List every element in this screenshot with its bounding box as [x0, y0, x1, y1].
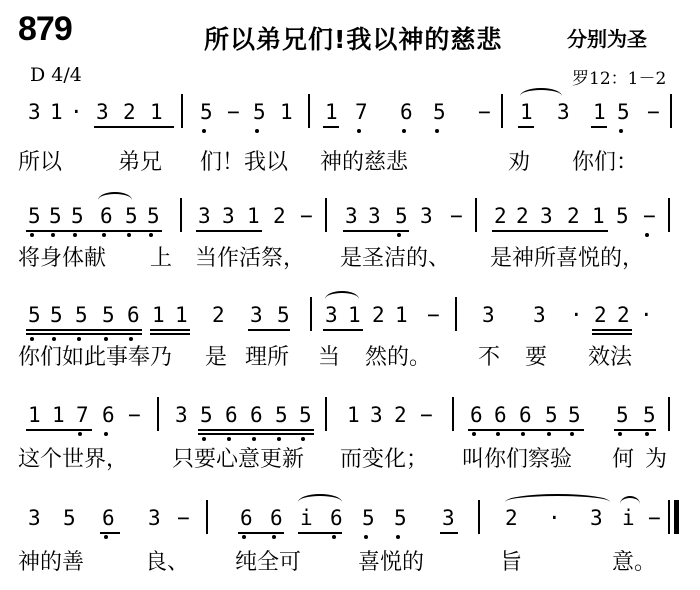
- note: 5: [28, 204, 41, 228]
- note: 5: [63, 506, 76, 530]
- low-octave-dot: [252, 437, 256, 441]
- note: 5: [395, 204, 408, 228]
- low-octave-dot: [102, 233, 106, 237]
- low-octave-dot: [242, 535, 246, 539]
- note: 7: [76, 403, 89, 427]
- note: 1: [247, 204, 260, 228]
- note: 5: [299, 403, 312, 427]
- barline: [668, 500, 670, 534]
- note: 6: [240, 506, 253, 530]
- note: 5: [433, 100, 446, 124]
- lyrics-row: [0, 548, 700, 578]
- hymn-header: [0, 0, 700, 60]
- key-signature: D 4/4: [30, 64, 82, 86]
- note: 5: [49, 204, 62, 228]
- barline: [206, 500, 208, 534]
- low-octave-dot: [301, 437, 305, 441]
- note: 6: [250, 403, 263, 427]
- sixteenth-underline: [198, 433, 314, 435]
- note: i: [300, 506, 313, 530]
- note: 5: [617, 100, 630, 124]
- slur: [505, 494, 610, 510]
- note: 2: [494, 204, 507, 228]
- note: 5: [275, 403, 288, 427]
- note: 3: [148, 506, 161, 530]
- note: 2: [123, 100, 136, 124]
- lyrics-row: [0, 244, 700, 274]
- note: 3: [533, 303, 546, 327]
- low-octave-dot: [645, 233, 649, 237]
- lyric: 为: [645, 447, 668, 472]
- sixteenth-underline: [592, 333, 632, 335]
- eighth-underline: [440, 532, 458, 534]
- note: 2: [617, 303, 630, 327]
- sixteenth-underline: [150, 333, 190, 335]
- notes-row: [0, 488, 700, 544]
- note: 3: [345, 204, 358, 228]
- lyric: 旨: [500, 550, 523, 575]
- eighth-underline: [100, 532, 120, 534]
- eighth-underline: [198, 429, 314, 431]
- lyric: 是圣洁的、: [340, 246, 451, 271]
- note: −: [427, 303, 440, 327]
- note: 1: [150, 100, 163, 124]
- note: 1: [592, 204, 605, 228]
- lyric: 将身体献: [18, 246, 107, 271]
- note: 3: [198, 204, 211, 228]
- note: 6: [270, 506, 283, 530]
- eighth-underline: [26, 329, 142, 331]
- barline: [180, 198, 182, 232]
- lyrics-row: [0, 343, 700, 373]
- note: 1: [50, 100, 63, 124]
- eighth-underline: [196, 230, 262, 232]
- note: −: [177, 506, 190, 530]
- low-octave-dot: [277, 437, 281, 441]
- eighth-underline: [518, 126, 534, 128]
- note: 2: [212, 303, 225, 327]
- lyric: 上: [150, 246, 173, 271]
- note: 1: [28, 403, 41, 427]
- eighth-underline: [592, 329, 632, 331]
- low-octave-dot: [255, 129, 259, 133]
- note: 3: [540, 204, 553, 228]
- barline: [325, 198, 327, 232]
- low-octave-dot: [202, 129, 206, 133]
- lyric: 神的慈悲: [320, 150, 409, 175]
- eighth-underline: [323, 126, 339, 128]
- eighth-underline: [468, 429, 584, 431]
- barline: [157, 397, 159, 431]
- note: 3: [442, 506, 455, 530]
- lyric: 弟兄: [118, 150, 163, 175]
- note: 6: [330, 506, 343, 530]
- notes-row: [0, 385, 700, 441]
- lyric: 所以: [18, 150, 63, 175]
- note: 3: [250, 303, 263, 327]
- eighth-underline: [492, 230, 608, 232]
- low-octave-dot: [104, 337, 108, 341]
- note: i: [622, 506, 635, 530]
- note: 6: [494, 403, 507, 427]
- note: 3: [557, 100, 570, 124]
- notes-row: [0, 82, 700, 138]
- eighth-underline: [343, 230, 409, 232]
- barline: [478, 500, 480, 534]
- note: 1: [347, 403, 360, 427]
- eighth-underline: [248, 329, 290, 331]
- note: 5: [253, 100, 266, 124]
- barline: [455, 297, 457, 331]
- low-octave-dot: [104, 432, 108, 436]
- note: 7: [355, 100, 368, 124]
- lyric: 们！我以: [200, 150, 289, 175]
- note: 2: [594, 303, 607, 327]
- note: 5: [643, 403, 656, 427]
- notes-row: [0, 186, 700, 242]
- lyric: 意。: [612, 550, 657, 575]
- low-octave-dot: [272, 535, 276, 539]
- low-octave-dot: [73, 233, 77, 237]
- eighth-underline: [26, 230, 162, 232]
- lyric: 何: [612, 447, 635, 472]
- note: 5: [545, 403, 558, 427]
- note: 2: [516, 204, 529, 228]
- barline: [670, 94, 672, 128]
- barline: [668, 198, 670, 232]
- barline: [475, 198, 477, 232]
- low-octave-dot: [129, 337, 133, 341]
- note: 1: [395, 303, 408, 327]
- barline: [452, 397, 454, 431]
- note: 5: [102, 303, 115, 327]
- note: −: [420, 403, 433, 427]
- lyric: 是神所喜悦的，: [490, 246, 645, 271]
- eighth-underline: [94, 126, 174, 128]
- lyric: 叫你们察验: [462, 447, 573, 472]
- low-octave-dot: [77, 337, 81, 341]
- low-octave-dot: [645, 432, 649, 436]
- scripture-reference: 罗12：1－2: [572, 69, 667, 89]
- note: 5: [125, 204, 138, 228]
- lyrics-row: [0, 445, 700, 475]
- note: 5: [616, 204, 629, 228]
- low-octave-dot: [472, 432, 476, 436]
- lyric: 喜悦的: [358, 550, 425, 575]
- low-octave-dot: [618, 432, 622, 436]
- lyric: 纯全可: [235, 550, 302, 575]
- note: 1: [52, 403, 65, 427]
- lyric: 当作活祭，: [195, 246, 306, 271]
- slur: [620, 496, 640, 512]
- low-octave-dot: [30, 233, 34, 237]
- lyrics-row: [0, 148, 700, 178]
- low-octave-dot: [227, 437, 231, 441]
- note: 5: [200, 100, 213, 124]
- note: −: [227, 100, 240, 124]
- slur: [520, 88, 562, 104]
- note: 5: [147, 204, 160, 228]
- note: −: [478, 100, 491, 124]
- low-octave-dot: [396, 535, 400, 539]
- note: 2: [567, 204, 580, 228]
- note: 3: [590, 506, 603, 530]
- low-octave-dot: [570, 432, 574, 436]
- lyric: 你们如此事奉乃: [18, 345, 173, 370]
- note: 3: [325, 303, 338, 327]
- note: −: [128, 403, 141, 427]
- low-octave-dot: [397, 233, 401, 237]
- note: 2: [372, 303, 385, 327]
- note: 5: [394, 506, 407, 530]
- lyric: 不: [478, 345, 501, 370]
- note: 5: [362, 506, 375, 530]
- note: 5: [200, 403, 213, 427]
- note: 6: [100, 204, 113, 228]
- eighth-underline: [591, 126, 607, 128]
- note: ·: [570, 303, 583, 327]
- barline: [668, 397, 670, 431]
- note: 1: [325, 100, 338, 124]
- barline: [181, 94, 183, 128]
- slur: [325, 291, 359, 307]
- low-octave-dot: [78, 432, 82, 436]
- low-octave-dot: [30, 337, 34, 341]
- lyric: 效法: [588, 345, 633, 370]
- note: 6: [127, 303, 140, 327]
- note: 1: [348, 303, 361, 327]
- barline: [310, 297, 312, 331]
- note: 6: [400, 100, 413, 124]
- note: 6: [519, 403, 532, 427]
- lyric: 这个世界，: [18, 447, 129, 472]
- lyric: 你们：: [572, 150, 639, 175]
- eighth-underline: [323, 329, 363, 331]
- low-octave-dot: [51, 233, 55, 237]
- note: −: [450, 204, 463, 228]
- note: 5: [277, 303, 290, 327]
- low-octave-dot: [202, 437, 206, 441]
- note: 5: [71, 204, 84, 228]
- note: 5: [75, 303, 88, 327]
- note: 3: [175, 403, 188, 427]
- low-octave-dot: [547, 432, 551, 436]
- note: 1: [520, 100, 533, 124]
- low-octave-dot: [52, 337, 56, 341]
- eighth-underline: [238, 532, 284, 534]
- note: 3: [28, 506, 41, 530]
- notes-row: [0, 285, 700, 341]
- note: −: [647, 100, 660, 124]
- note: −: [643, 204, 656, 228]
- lyric: 良、: [145, 550, 190, 575]
- note: 1: [593, 100, 606, 124]
- lyric: 要: [525, 345, 548, 370]
- barline: [308, 94, 310, 128]
- note: 3: [482, 303, 495, 327]
- sixteenth-underline: [26, 333, 142, 335]
- note: 5: [50, 303, 63, 327]
- note: ·: [640, 303, 653, 327]
- low-octave-dot: [364, 535, 368, 539]
- lyric: 劝: [508, 150, 531, 175]
- lyric: 只要心意更新: [172, 447, 305, 472]
- low-octave-dot: [149, 233, 153, 237]
- barline: [325, 397, 327, 431]
- low-octave-dot: [127, 233, 131, 237]
- note: ·: [548, 506, 561, 530]
- lyric: 理所: [245, 345, 290, 370]
- slur: [98, 192, 132, 208]
- note: 3: [420, 204, 433, 228]
- note: 5: [28, 303, 41, 327]
- lyric: 神的善: [18, 550, 85, 575]
- lyric: 是: [205, 345, 228, 370]
- note: 2: [505, 506, 518, 530]
- note: 5: [568, 403, 581, 427]
- note: 1: [152, 303, 165, 327]
- low-octave-dot: [332, 535, 336, 539]
- slur: [298, 494, 342, 510]
- note: 6: [102, 403, 115, 427]
- note: 6: [102, 506, 115, 530]
- hymn-number: 879: [18, 10, 72, 48]
- eighth-underline: [298, 532, 342, 534]
- low-octave-dot: [619, 129, 623, 133]
- note: 3: [28, 100, 41, 124]
- eighth-underline: [26, 429, 92, 431]
- final-barline: [674, 500, 679, 534]
- low-octave-dot: [496, 432, 500, 436]
- note: 1: [280, 100, 293, 124]
- low-octave-dot: [435, 129, 439, 133]
- note: 3: [370, 403, 383, 427]
- note: 5: [616, 403, 629, 427]
- eighth-underline: [150, 329, 190, 331]
- note: 2: [273, 204, 286, 228]
- note: −: [648, 506, 661, 530]
- note: −: [300, 204, 313, 228]
- note: 3: [368, 204, 381, 228]
- note: 6: [470, 403, 483, 427]
- note: 3: [96, 100, 109, 124]
- hymn-title: 所以弟兄们!我以神的慈悲: [204, 25, 503, 54]
- note: ·: [70, 100, 83, 124]
- low-octave-dot: [357, 129, 361, 133]
- lyric: 当: [318, 345, 341, 370]
- hymn-category: 分别为圣: [567, 27, 647, 51]
- lyric: 然的。: [365, 345, 432, 370]
- eighth-underline: [614, 429, 656, 431]
- note: 2: [394, 403, 407, 427]
- note: 1: [175, 303, 188, 327]
- low-octave-dot: [521, 432, 525, 436]
- low-octave-dot: [402, 129, 406, 133]
- note: 3: [222, 204, 235, 228]
- lyric: 而变化；: [340, 447, 429, 472]
- barline: [501, 94, 503, 128]
- note: 6: [225, 403, 238, 427]
- low-octave-dot: [104, 535, 108, 539]
